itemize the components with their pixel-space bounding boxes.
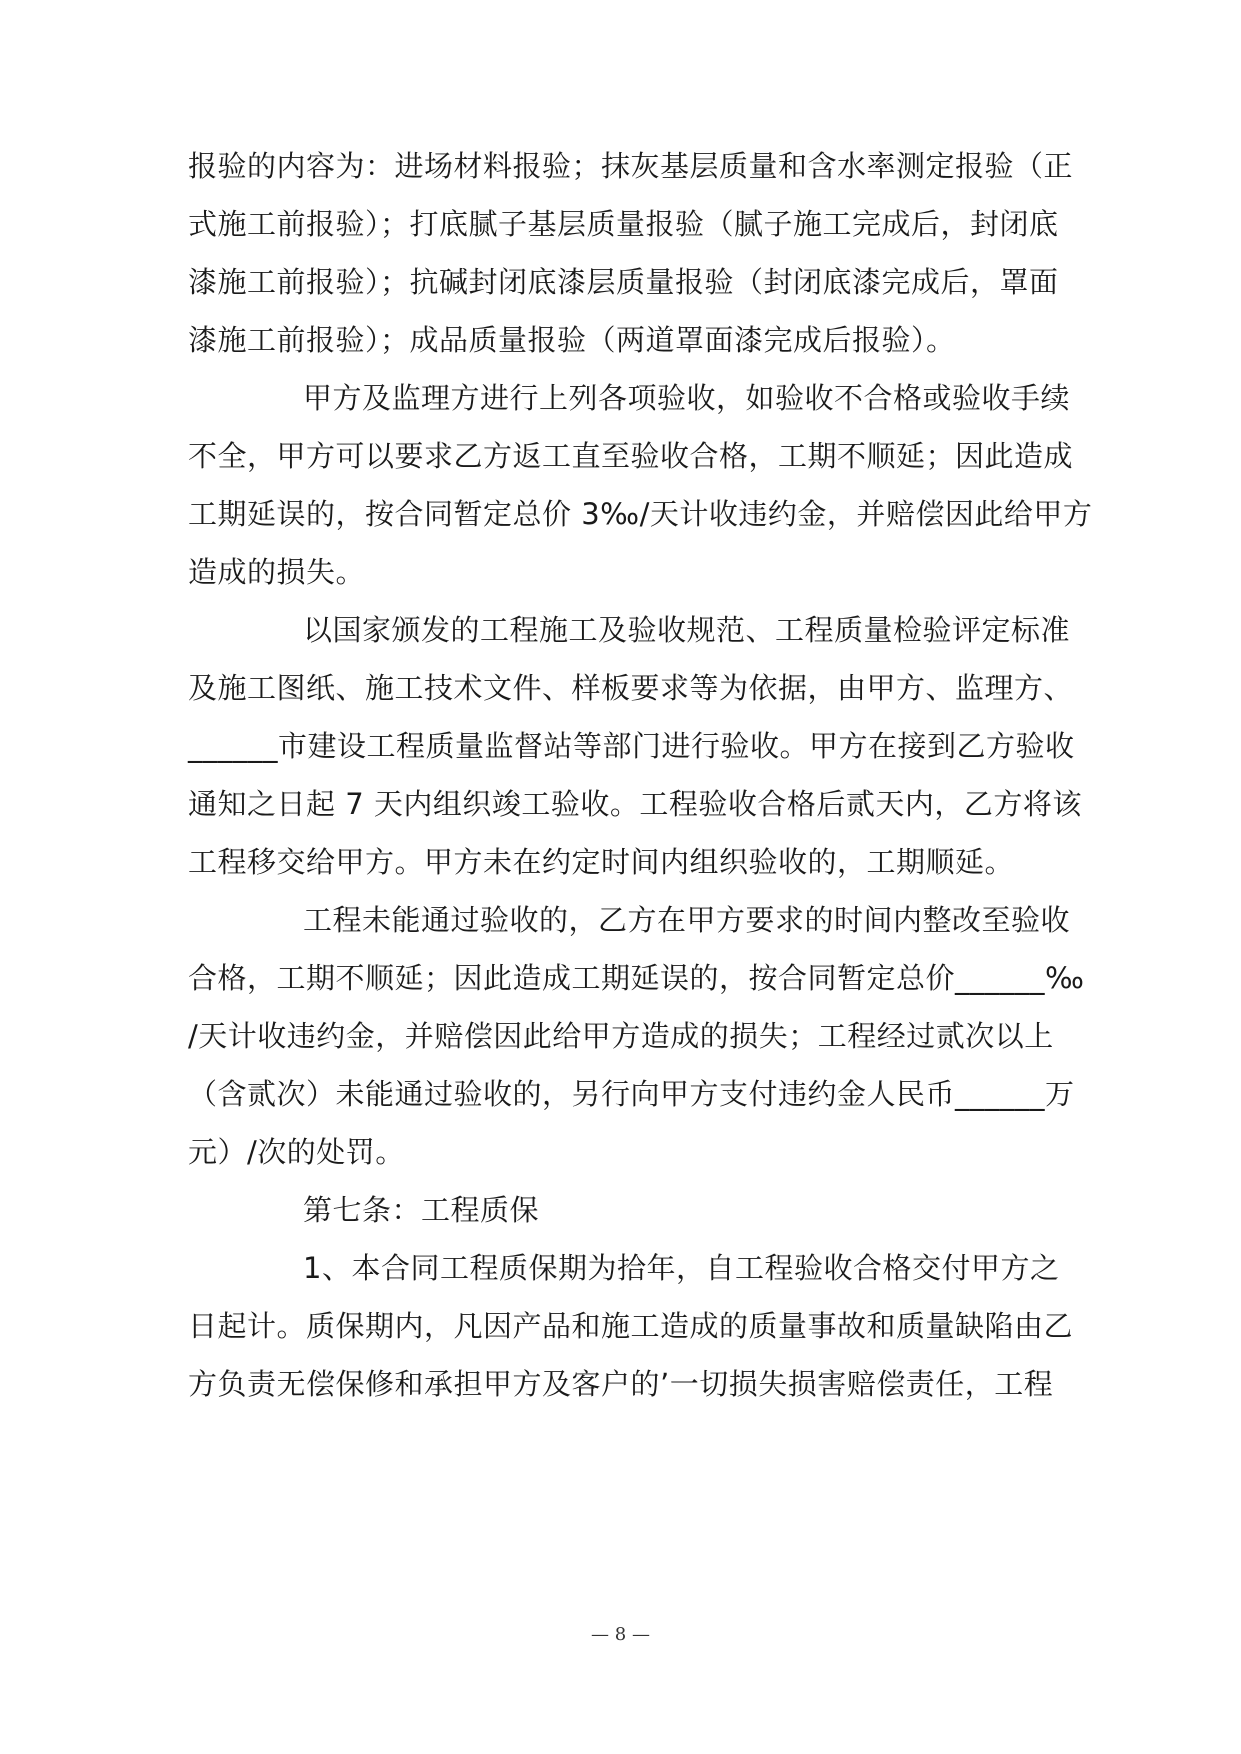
text-line: 漆施工前报验）；成品质量报验（两道罩面漆完成后报验）。 xyxy=(188,323,956,357)
page-number: — 8 — xyxy=(591,1624,650,1645)
text-line: 合格，工期不顺延；因此造成工期延误的，按合同暂定总价______‰ xyxy=(188,961,1085,995)
text-line: 工期延误的，按合同暂定总价 3‰/天计收违约金，并赔偿因此给甲方 xyxy=(188,497,1093,531)
text-line: 漆施工前报验）；抗碱封闭底漆层质量报验（封闭底漆完成后，罩面 xyxy=(188,265,1059,299)
paragraph-first-line: 工程未能通过验收的，乙方在甲方要求的时间内整改至验收 xyxy=(303,903,1071,937)
text-line: 报验的内容为：进场材料报验；抹灰基层质量和含水率测定报验（正 xyxy=(188,149,1074,183)
paragraph-first-line: 甲方及监理方进行上列各项验收，如验收不合格或验收手续 xyxy=(303,381,1071,415)
text-line: （含贰次）未能通过验收的，另行向甲方支付违约金人民币______万 xyxy=(188,1077,1075,1111)
text-line: 工程移交给甲方。甲方未在约定时间内组织验收的，工期顺延。 xyxy=(188,845,1015,879)
text-line: ______市建设工程质量监督站等部门进行验收。甲方在接到乙方验收 xyxy=(188,729,1075,763)
text-line: /天计收违约金，并赔偿因此给甲方造成的损失；工程经过贰次以上 xyxy=(188,1019,1054,1053)
paragraph-first-line: 以国家颁发的工程施工及验收规范、工程质量检验评定标准 xyxy=(303,613,1071,647)
text-line: 通知之日起 7 天内组织竣工验收。工程验收合格后贰天内，乙方将该 xyxy=(188,787,1082,821)
text-line: 方负责无偿保修和承担甲方及客户的’一切损失损害赔偿责任，工程 xyxy=(188,1367,1054,1401)
text-line: 日起计。质保期内，凡因产品和施工造成的质量事故和质量缺陷由乙 xyxy=(188,1309,1074,1343)
paragraph-first-line: 1、本合同工程质保期为拾年，自工程验收合格交付甲方之 xyxy=(303,1251,1060,1285)
text-line: 造成的损失。 xyxy=(188,555,366,589)
section-heading: 第七条：工程质保 xyxy=(303,1193,540,1227)
text-line: 及施工图纸、施工技术文件、样板要求等为依据，由甲方、监理方、 xyxy=(188,671,1074,705)
text-line: 元）/次的处罚。 xyxy=(188,1135,405,1169)
text-line: 式施工前报验）；打底腻子基层质量报验（腻子施工完成后，封闭底 xyxy=(188,207,1059,241)
text-line: 不全，甲方可以要求乙方返工直至验收合格，工期不顺延；因此造成 xyxy=(188,439,1074,473)
